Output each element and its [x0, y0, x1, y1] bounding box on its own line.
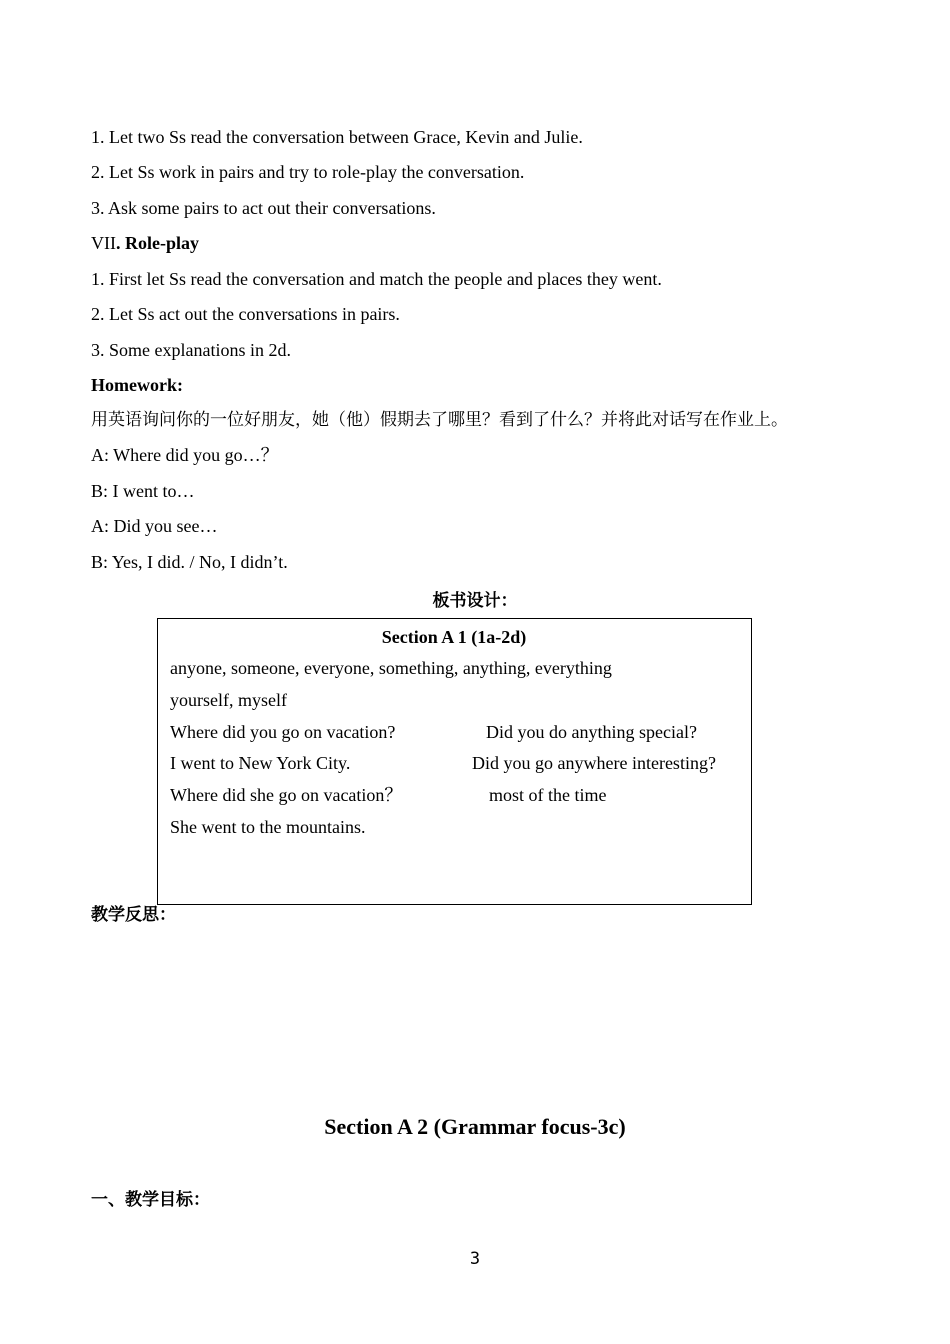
board-row-4-right: Did you go anywhere interesting? — [472, 753, 716, 773]
page-number: 3 — [469, 1249, 481, 1269]
roleplay-line-2: 2. Let Ss act out the conversations in pairs. — [91, 304, 400, 324]
teaching-objectives-heading: 一、教学目标： — [91, 1190, 210, 1210]
dialog-line-3: A: Did you see… — [91, 516, 218, 536]
homework-chinese-task: 用英语询问你的一位好朋友，她（他）假期去了哪里？看到了什么？并将此对话写在作业上。 — [91, 410, 788, 430]
board-design-box — [157, 618, 752, 905]
board-row-5-left: Where did she go on vacation？ — [170, 785, 403, 805]
board-row-3-right: Did you do anything special? — [486, 722, 697, 742]
roleplay-numeral: VII — [91, 233, 116, 253]
instruction-line-3: 3. Ask some pairs to act out their conversations. — [91, 198, 436, 218]
board-row-4-left: I went to New York City. — [170, 753, 351, 773]
dialog-line-1: A: Where did you go…？ — [91, 445, 279, 465]
board-row-6: She went to the mountains. — [170, 817, 366, 837]
section-2-title: Section A 2 (Grammar focus-3c) — [324, 1114, 626, 1139]
board-row-5-right: most of the time — [489, 785, 607, 805]
board-design-title: 板书设计： — [432, 591, 518, 611]
roleplay-title: . Role-play — [116, 233, 199, 253]
homework-heading: Homework: — [91, 375, 183, 395]
teaching-reflection-heading: 教学反思： — [91, 905, 176, 925]
dialog-line-4: B: Yes, I did. / No, I didn’t. — [91, 552, 288, 572]
board-row-1: anyone, someone, everyone, something, anything, everything — [170, 658, 612, 678]
roleplay-heading — [91, 232, 199, 254]
instruction-line-2: 2. Let Ss work in pairs and try to role-play the conversation. — [91, 162, 525, 182]
dialog-line-2: B: I went to… — [91, 481, 195, 501]
instruction-line-1: 1. Let two Ss read the conversation between Grace, Kevin and Julie. — [91, 127, 583, 147]
board-heading: Section A 1 (1a-2d) — [381, 627, 527, 647]
board-row-3-left: Where did you go on vacation? — [170, 722, 396, 742]
board-row-2: yourself, myself — [170, 690, 287, 710]
roleplay-line-3: 3. Some explanations in 2d. — [91, 340, 291, 360]
roleplay-line-1: 1. First let Ss read the conversation and match the people and places they went. — [91, 269, 662, 289]
